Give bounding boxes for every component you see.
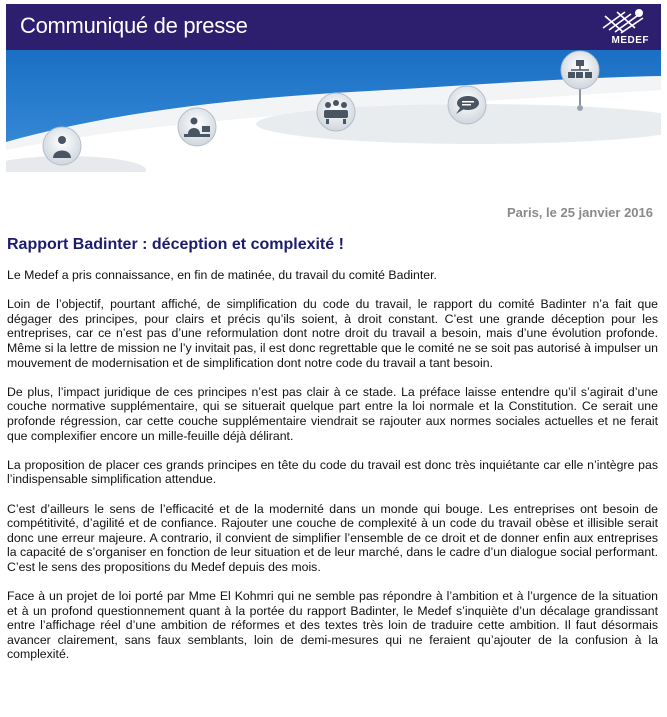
headline: Rapport Badinter : déception et complexité ! xyxy=(7,236,344,253)
banner xyxy=(6,50,661,172)
paragraph: Le Medef a pris connaissance, en fin de matinée, du travail du comité Badinter. xyxy=(7,268,437,282)
medef-logo-icon xyxy=(595,6,649,36)
paragraph: De plus, l’impact juridique de ces principes n’est pas clair à ce stade. La préface laisse entendre qu’il s’agirait d’une couche normative supplémentaire, qui se situerait quelque part entre la loi normale et la Constitution. Ce serait une profonde régression, car cette couche supplémentaire viendrait se rajouter aux normes sociales actuelles et ne ferait que complexifier encore un mille-feuille déjà délirant. xyxy=(7,384,658,443)
press-date: Paris, le 25 janvier 2016 xyxy=(507,205,653,220)
paragraph: Face à un projet de loi porté par Mme El Kohmri qui ne semble pas répondre à l’ambition et à l’urgence de la situation et à un profond questionnement quant à la portée du rapport Badinter, le Medef s’inquiète d’un décalage grandissant entre l’affichage réel d’une ambition de réformes et des textes très loin de traduire cette ambition. Il faut désormais avancer clairement, sans faux semblants, loin de demi-mesures qui ne feraient qu’ajouter de la confusion à la complexité. xyxy=(7,589,658,662)
logo-text: MEDEF xyxy=(611,35,649,46)
paragraph: C’est d’ailleurs le sens de l’efficacité et de la modernité dans un monde qui bouge. Les entreprises ont besoin de compétitivité, d’agilité et de confiance. Rajouter une couche de complexité à un code du travail obèse et illisible serait donc une erreur majeure. A contrario, il convient de simplifier l’ensemble de ce droit et de donner enfin aux entreprises la capacité de s’organiser en fonction de leur situation et de leur marché, dans le cadre d’un dialogue social performant. C’est le sens des propositions du Medef depuis des mois. xyxy=(7,501,658,574)
person-icon xyxy=(43,127,81,165)
desk-worker-icon xyxy=(178,108,216,146)
meeting-icon xyxy=(317,93,355,131)
speech-bubbles-icon xyxy=(448,86,486,124)
page-title: Communiqué de presse xyxy=(20,13,248,38)
header-bar xyxy=(6,4,661,50)
paragraph: La proposition de placer ces grands principes en tête du code du travail est donc très inquiétante car elle n’intègre pas l’indispensable simplification attendue. xyxy=(7,457,658,487)
medef-logo xyxy=(595,6,649,48)
press-release-body xyxy=(7,268,658,677)
paragraph: Loin de l’objectif, pourtant affiché, de simplification du code du travail, le rapport du comité Badinter n’a fait que dégager des principes, pour clairs et précis qu’ils soient, à droit constant. C’est une grande déception pour les entreprises, car ce n’est pas d’une reformulation dont notre droit du travail a besoin, mais d’une évolution profonde. Même si la lettre de mission ne l’y invitait pas, il est donc regrettable que le comité ne se soit pas autorisé à impulser un mouvement de modernisation et de simplification dont notre code du travail a tant besoin. xyxy=(7,297,658,370)
